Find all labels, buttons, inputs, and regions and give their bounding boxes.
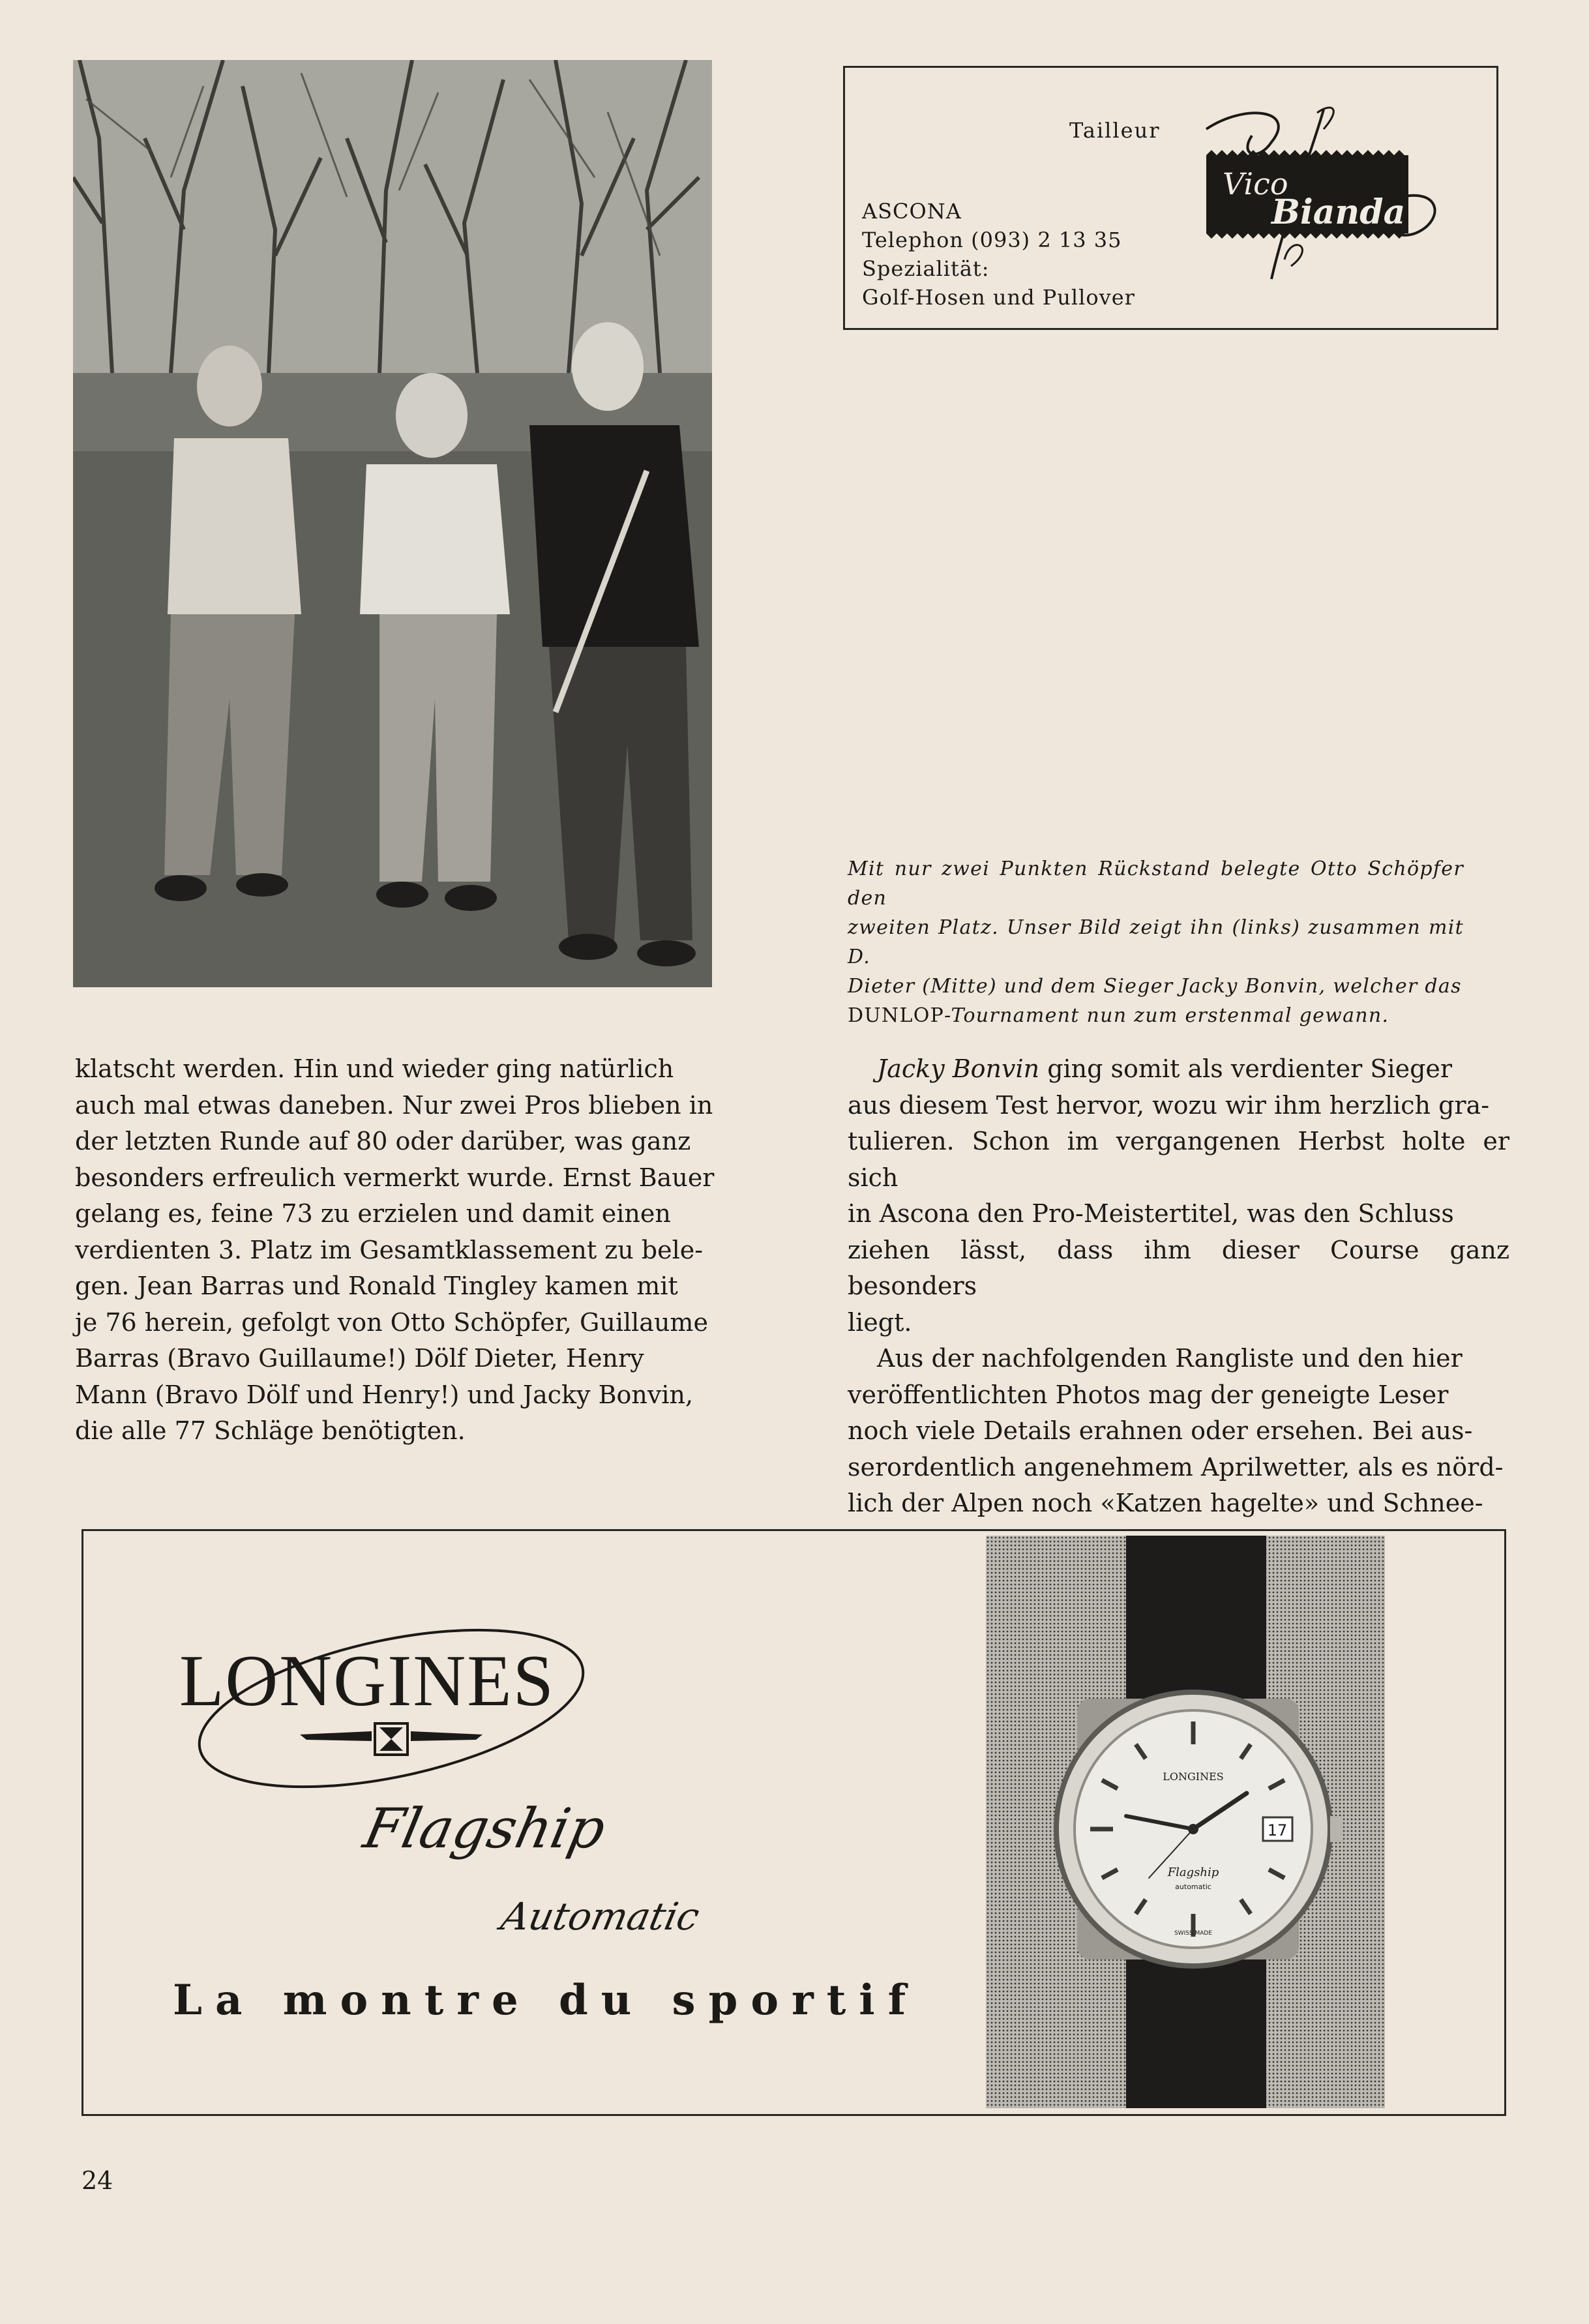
article-line: gen. Jean Barras und Ronald Tingley kamen mit: [75, 1272, 678, 1300]
longines-watch-photo: [986, 1536, 1385, 2108]
article-line: tulieren. Schon im vergangenen Herbst holte er sich: [848, 1127, 1509, 1192]
article-line: die alle 77 Schläge benötigten.: [75, 1416, 466, 1445]
caption-line: Dieter (Mitte) und dem Sieger Jacky Bonvin, welcher das: [848, 975, 1462, 998]
vico-tailleur-label: Tailleur: [1069, 118, 1161, 143]
article-line-text: ging somit als verdienter Sieger: [1039, 1054, 1453, 1083]
vico-bianda-logo-drawing: [1193, 103, 1454, 292]
watch-dial-brand: LONGINES: [1163, 1770, 1224, 1783]
article-line: Aus der nachfolgenden Rangliste und den hier: [877, 1344, 1463, 1373]
article-line: der letzten Runde auf 80 oder darüber, was ganz: [75, 1127, 691, 1155]
vico-ad-details: [862, 197, 1135, 312]
caption-brand: DUNLOP: [848, 1004, 945, 1027]
winged-hourglass-icon: [300, 1723, 483, 1755]
golfers-photo-drawing: [73, 60, 712, 987]
watch-drawing: [986, 1536, 1385, 2108]
caption-rest: -Tournament nun zum erstenmal gewann.: [944, 1004, 1389, 1027]
longines-logo: [176, 1607, 619, 1810]
page-number: 24: [82, 2166, 113, 2195]
watch-dial-swiss: SWISS MADE: [1174, 1930, 1213, 1937]
photo-caption: [848, 854, 1464, 1030]
article-line: gelang es, feine 73 zu erzielen und damit einen: [75, 1199, 671, 1228]
longines-model: Flagship: [358, 1796, 612, 1860]
longines-logo-drawing: [176, 1607, 619, 1810]
golfers-photo: [73, 60, 712, 987]
watch-dial-model: Flagship: [1167, 1866, 1219, 1879]
article-line: aus diesem Test hervor, wozu wir ihm herzlich gra-: [848, 1090, 1490, 1120]
article-right-column: [848, 1051, 1509, 1522]
article-line: ziehen lässt, dass ihm dieser Course ganz besonders: [848, 1235, 1509, 1300]
article-line: [848, 1051, 1509, 1088]
article-line: noch viele Details erahnen oder ersehen. Bei aus-: [848, 1416, 1473, 1445]
caption-line: [848, 1001, 1464, 1030]
vico-logo-word-2: Bianda: [1271, 192, 1406, 232]
article-line: besonders erfreulich vermerkt wurde. Ernst Bauer: [75, 1163, 715, 1192]
article-line: Mann (Bravo Dölf und Henry!) und Jacky Bonvin,: [75, 1380, 694, 1409]
winner-name: Jacky Bonvin: [877, 1054, 1040, 1083]
caption-line: zweiten Platz. Unser Bild zeigt ihn (links) zusammen mit D.: [848, 916, 1464, 968]
article-line: auch mal etwas daneben. Nur zwei Pros blieben in: [75, 1090, 713, 1120]
article-line: lich der Alpen noch «Katzen hagelte» und Schnee-: [848, 1489, 1483, 1517]
article-line: liegt.: [848, 1307, 912, 1337]
vico-bianda-logo: [1193, 103, 1454, 292]
article-line: serordentlich angenehmem Aprilwetter, als es nörd-: [848, 1452, 1504, 1482]
article-line: klatscht werden. Hin und wieder ging natürlich: [75, 1054, 674, 1083]
article-line: Barras (Bravo Guillaume!) Dölf Dieter, Henry: [75, 1344, 644, 1373]
longines-slogan: La montre du sportif: [173, 1976, 919, 2025]
article-line: je 76 herein, gefolgt von Otto Schöpfer, Guillaume: [75, 1307, 708, 1337]
vico-logo-word-1: Vico: [1223, 166, 1288, 201]
article-line: in Ascona den Pro-Meistertitel, was den Schluss: [848, 1199, 1454, 1228]
article-left-column: [75, 1051, 737, 1450]
article-line: verdienten 3. Platz im Gesamtklassement zu bele-: [75, 1235, 704, 1264]
vico-specialty-label: Spezialität:: [862, 256, 990, 281]
watch-date: 17: [1267, 1821, 1288, 1840]
caption-line: Mit nur zwei Punkten Rückstand belegte Otto Schöpfer den: [848, 857, 1464, 910]
article-line: veröffentlichten Photos mag der geneigte Leser: [848, 1380, 1449, 1409]
watch-dial-type: automatic: [1175, 1883, 1211, 1891]
vico-specialty: Golf-Hosen und Pullover: [862, 285, 1135, 310]
longines-wordmark: LONGINES: [179, 1641, 555, 1721]
vico-city: ASCONA: [862, 199, 962, 224]
longines-type: Automatic: [497, 1894, 704, 1939]
vico-telephone: Telephon (093) 2 13 35: [862, 228, 1122, 252]
